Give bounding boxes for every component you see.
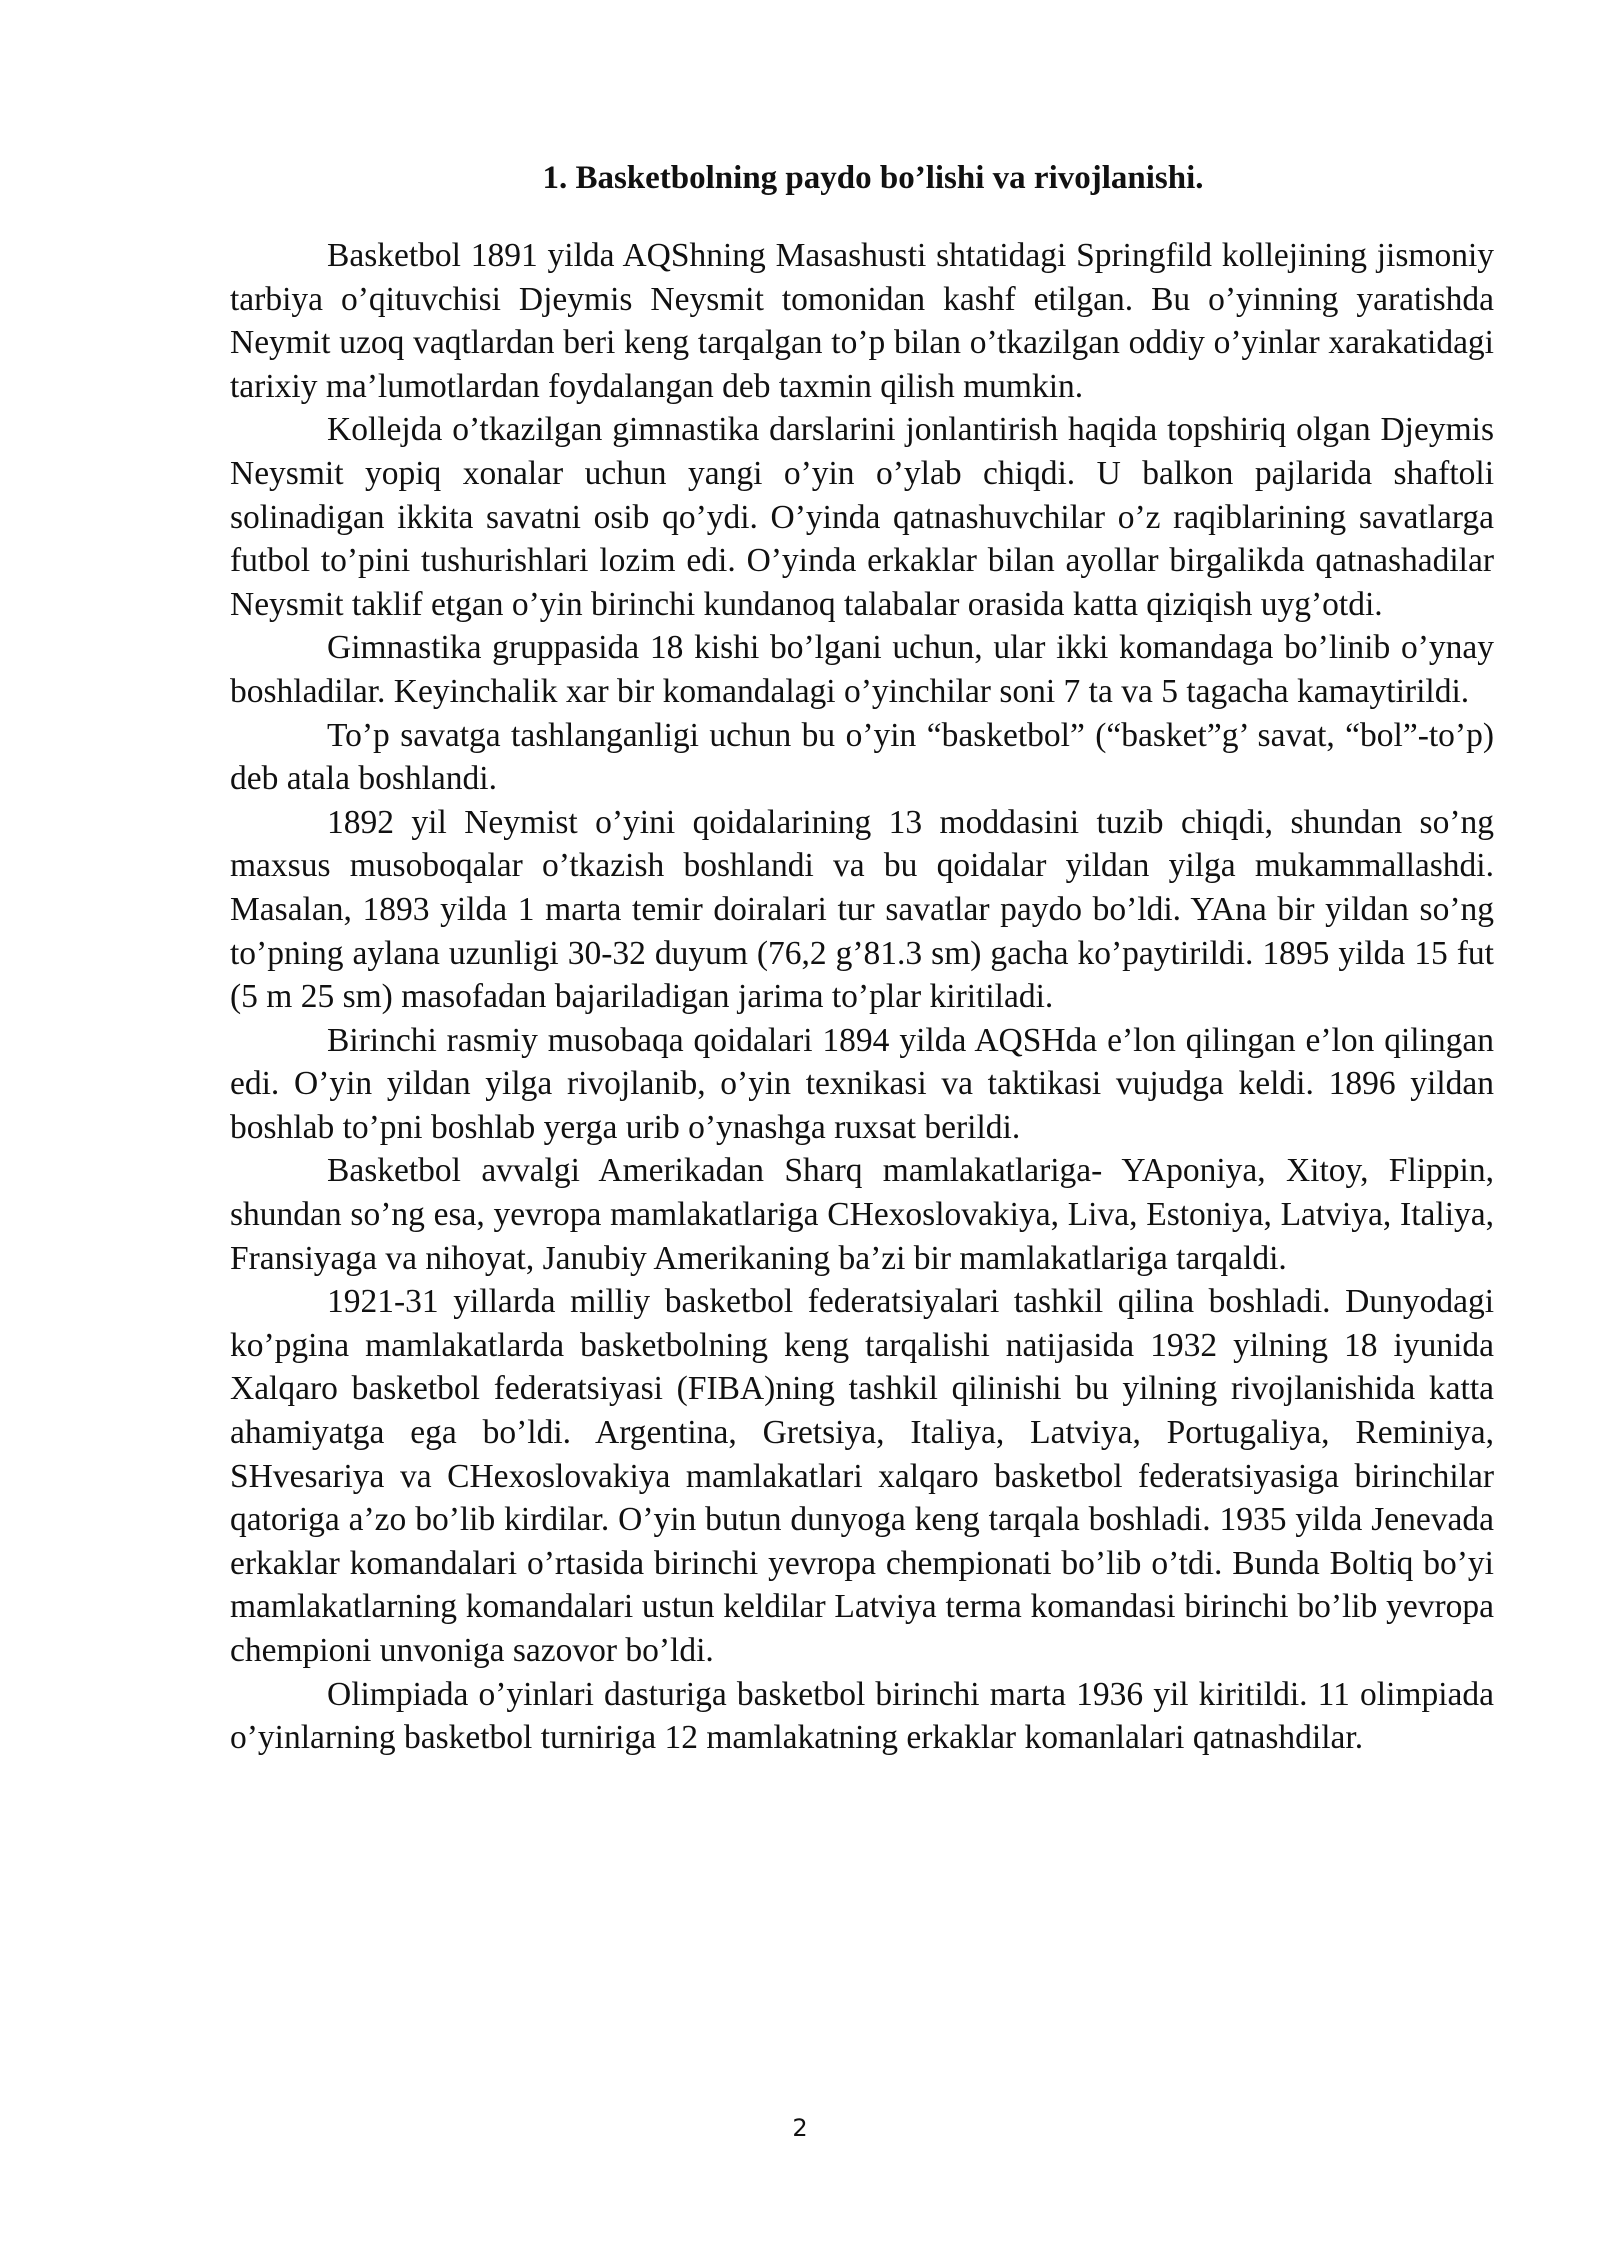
section-title: 1. Basketbolning paydo bo’lishi va rivojlanishi. bbox=[542, 160, 1204, 196]
paragraph-rules: 1892 yil Neymist o’yini qoidalarining 13 moddasini tuzib chiqdi, shundan so’ng maxsus musoboqalar o’tkazish boshlandi va bu qoidalar yildan yilga mukammallashdi. Masalan, 1893 yilda 1 marta temir doiralari tur savatlar paydo bo’ldi. YAna bir yildan so’ng to’pning aylana uzunligi 30-32 duyum (76,2 g’81.3 sm) gacha ko’paytirildi. 1895 yilda 15 fut (5 m 25 sm) masofadan bajariladigan jarima to’plar kiritiladi. bbox=[230, 803, 1494, 1016]
paragraph-federations: 1921-31 yillarda milliy basketbol federatsiyalari tashkil qilina boshladi. Dunyodagi ko’pgina mamlakatlarda basketbolning keng tarqalishi natijasida 1932 yilning 18 iyunida Xalqaro basketbol federatsiyasi (FIBA)ning tashkil qilinishi bu yilning rivojlanishida katta ahamiyatga ega bo’ldi. Argentina, Gretsiya, Italiya, Latviya, Portugaliya, Reminiya, SHvesariya va CHexoslovakiya mamlakatlari xalqaro basketbol federatsiyasiga birinchilar qatoriga a’zo bo’lib kirdilar. O’yin butun dunyoga keng tarqala boshladi. 1935 yilda Jenevada erkaklar komandalari o’rtasida birinchi yevropa chempionati bo’lib o’tdi. Bunda Boltiq bo’yi mamlakatlarning komandalari ustun keldilar Latviya terma komandasi birinchi bo’lib yevropa chempioni unvoniga sazovor bo’ldi. bbox=[230, 1283, 1494, 1669]
paragraph-spread: Basketbol avvalgi Amerikadan Sharq mamlakatlariga- YAponiya, Xitoy, Flippin, shundan so’ng esa, yevropa mamlakatlariga CHexoslovakiya, Liva, Estoniya, Latviya, Italiya, Fransiyaga va nihoyat, Janubiy Amerikaning ba’zi bir mamlakatlariga tarqaldi. bbox=[230, 1152, 1494, 1277]
document-page bbox=[230, 150, 1494, 1760]
paragraph-teams: Gimnastika gruppasida 18 kishi bo’lgani uchun, ular ikki komandaga bo’linib o’ynay boshladilar. Keyinchalik xar bir komandalagi o’yinchilar soni 7 ta va 5 tagacha kamaytirildi. bbox=[230, 629, 1494, 710]
paragraph-olympics: Olimpiada o’yinlari dasturiga basketbol birinchi marta 1936 yil kiritildi. 11 olimpiada o’yinlarning basketbol turniriga 12 mamlakatning erkaklar komanlalari qatnashdilar. bbox=[230, 1675, 1494, 1757]
paragraph-invention: Basketbol 1891 yilda AQShning Masashusti shtatidagi Springfild kollejining jismoniy tarbiya o’qituvchisi Djeymis Neysmit tomonidan kashf etilgan. Bu o’yinning yaratishda Neymit uzoq vaqtlardan beri keng tarqalgan to’p bilan o’tkazilgan oddiy o’yinlar xarakatidagi tarixiy ma’lumotlardan foydalangan deb taxmin qilish mumkin. bbox=[230, 237, 1494, 405]
paragraph-first-game: Kollejda o’tkazilgan gimnastika darslarini jonlantirish haqida topshiriq olgan Djeymis Neysmit yopiq xonalar uchun yangi o’yin o’ylab chiqdi. U balkon pajlarida shaftoli solinadigan ikkita savatni osib qo’ydi. O’yinda qatnashuvchilar o’z raqiblarining savatlarga futbol to’pini tushurishlari lozim edi. O’yinda erkaklar bilan ayollar birgalikda qatnashadilar Neysmit taklif etgan o’yin birinchi kundanoq talabalar orasida katta qiziqish uyg’otdi. bbox=[230, 411, 1494, 623]
paragraph-name-origin: To’p savatga tashlanganligi uchun bu o’yin “basketbol” (“basket”g’ savat, “bol”-to’p) deb atala boshlandi. bbox=[230, 716, 1494, 798]
page-number: 2 bbox=[792, 2114, 808, 2142]
paragraph-official-rules: Birinchi rasmiy musobaqa qoidalari 1894 yilda AQSHda e’lon qilingan e’lon qilingan edi. O’yin yildan yilga rivojlanib, o’yin texnikasi va taktikasi vujudga keldi. 1896 yildan boshlab to’pni boshlab yerga urib o’ynashga ruxsat berildi. bbox=[230, 1021, 1494, 1146]
